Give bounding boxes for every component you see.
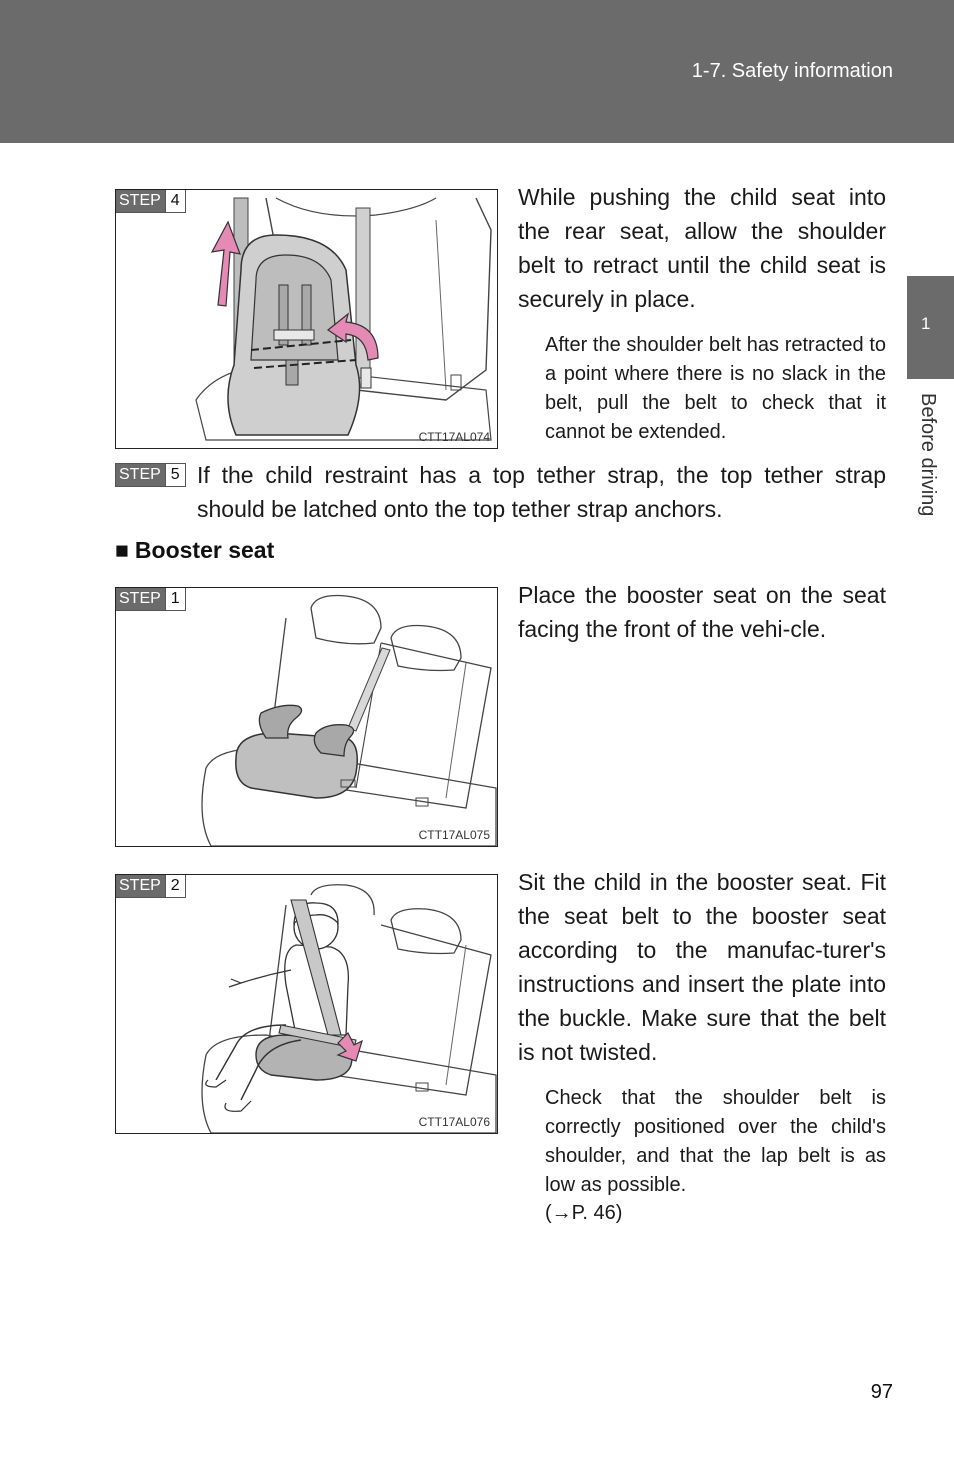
- page-reference-link[interactable]: (→P. 46): [545, 1202, 623, 1224]
- chapter-number: 1: [921, 314, 931, 333]
- step5-text: If the child restraint has a top tether strap, the top tether strap should be latched onto the top tether strap anchors.: [197, 462, 886, 522]
- step5-badge: STEP 5: [115, 463, 186, 487]
- step-badge: STEP 2: [116, 875, 186, 898]
- step-badge: STEP 1: [116, 588, 186, 611]
- booster-step2-note: Check that the shoulder belt is correctly positioned over the child's shoulder, and that the lap belt is as low as possible.: [545, 1087, 886, 1196]
- page-number: 97: [870, 1381, 893, 1403]
- heading-text: Booster seat: [134, 537, 275, 563]
- chapter-tab[interactable]: [907, 276, 954, 379]
- chapter-label: Before driving: [917, 393, 939, 517]
- step4-note: After the shoulder belt has retracted to a point where there is no slack in the belt, pull the belt to check that it cannot be extended.: [545, 334, 886, 443]
- section-title: 1-7. Safety information: [691, 60, 893, 82]
- figure-step1: [115, 587, 498, 847]
- figure-code: CTT17AL074: [418, 430, 490, 444]
- section-heading: [115, 537, 274, 564]
- figure-code: CTT17AL075: [418, 828, 490, 842]
- step4-text: While pushing the child seat into the rear seat, allow the shoulder belt to retract until the child seat is securely in place.: [518, 184, 886, 312]
- heading-marker: ■: [115, 537, 129, 563]
- booster-step1-text: Place the booster seat on the seat facing the front of the vehi-cle.: [518, 582, 886, 642]
- booster-step2-text: Sit the child in the booster seat. Fit the seat belt to the booster seat according to the manufac-turer's instructions and insert the plate into the buckle. Make sure that the belt is not twisted.: [518, 869, 886, 1065]
- step-badge: STEP 4: [116, 190, 186, 213]
- figure-step4: [115, 189, 498, 449]
- page-header: [0, 0, 954, 143]
- child-seat-illustration: [116, 190, 497, 448]
- figure-step2: [115, 874, 498, 1134]
- booster-seat-illustration: [116, 588, 497, 846]
- child-in-booster-illustration: [116, 875, 497, 1133]
- figure-code: CTT17AL076: [418, 1115, 490, 1129]
